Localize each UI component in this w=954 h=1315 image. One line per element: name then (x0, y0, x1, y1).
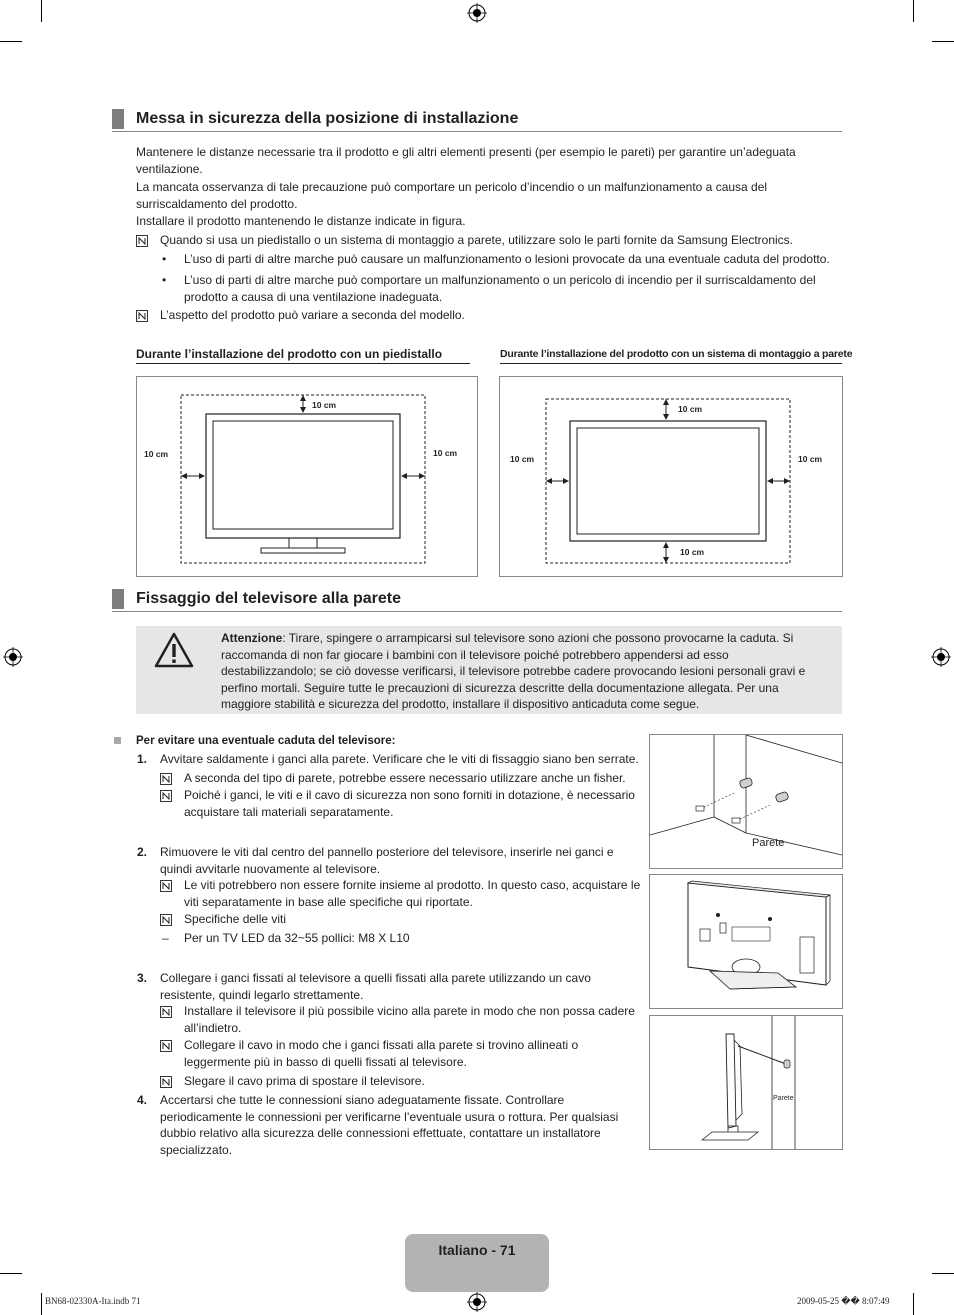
wall-clearance-diagram (499, 376, 843, 577)
note-icon (160, 790, 172, 802)
heading-bar (112, 109, 124, 129)
step-text: Accertarsi che tutte le connessioni siano adeguatamente fissate. Controllare periodicamente le connessioni per verificarne l’eventuale usura o rottura. Per qualsiasi dubbio relativo alla sicurezza delle connessioni effettuate, contattare un installatore specializzato. (160, 1093, 619, 1157)
registration-mark-icon (467, 3, 487, 23)
clearance-label-right: 10 cm (798, 454, 823, 464)
crop-mark (41, 1293, 42, 1315)
bullet-text: L’uso di parti di altre marche può causare un malfunzionamento o lesioni provocate da una eventuale caduta del prodotto. (184, 252, 830, 266)
page-number: Italiano - 71 (438, 1242, 516, 1258)
paragraph: Mantenere le distanze necessarie tra il prodotto e gli altri elementi presenti (per esempio le pareti) per garantire un’adeguata ventilazione. (136, 145, 796, 176)
step-text: Rimuovere le viti dal centro del pannello posteriore del televisore, inserirle nei ganci e quindi avvitarle nuovamente al televisore. (160, 845, 614, 876)
registration-mark-icon (931, 647, 951, 667)
warning-label: Attenzione (221, 631, 283, 645)
crop-mark (932, 41, 954, 42)
note-text: Specifiche delle viti (184, 912, 287, 926)
step-number: 4. (137, 1093, 148, 1107)
clearance-label-left: 10 cm (144, 449, 169, 459)
square-bullet (114, 737, 121, 744)
tv-side-figure (649, 1015, 843, 1150)
underline (136, 363, 470, 364)
subheading-stand: Durante l’installazione del prodotto con un piedistallo (136, 347, 443, 361)
clearance-label-bottom: 10 cm (680, 547, 705, 557)
file-info: BN68-02330A-Ita.indb 71 (45, 1296, 141, 1306)
warning-body: : Tirare, spingere o arrampicarsi sul televisore sono azioni che possono provocarne la caduta. Si raccomanda di non far giocare i bambini con il televisore poiché potrebbero appendersi ad esso destabilizzandolo; se ciò dovesse verificarsi, il televisore potrebbe cadere provocando lesioni personali gravi e perfino mortali. Seguire tutte le precauzioni di sicurezza descritte della documentazione allegata. Per una maggiore stabilità e sicurezza del prodotto, installare il dispositivo anticaduta come segue. (221, 631, 806, 711)
clearance-label-left: 10 cm (510, 454, 535, 464)
tv-back-figure (649, 874, 843, 1009)
paragraph: Installare il prodotto mantenendo le distanze indicate in figura. (136, 214, 466, 228)
note-text: Le viti potrebbero non essere fornite insieme al prodotto. In questo caso, acquistare le viti separatamente in base alle specifiche qui riportate. (184, 878, 641, 909)
print-date: 2009-05-25 �� 8:07:49 (797, 1296, 890, 1306)
note-text: Poiché i ganci, le viti e il cavo di sicurezza non sono forniti in dotazione, è necessario acquistare tali materiali separatamente. (184, 788, 635, 819)
step-text: Collegare i ganci fissati al televisore a quelli fissati alla parete utilizzando un cavo resistente, quindi legarlo strettamente. (160, 971, 591, 1002)
crop-mark (932, 1273, 954, 1274)
bullet-dot: • (162, 252, 167, 266)
note-icon (160, 1040, 172, 1052)
section-title: Messa in sicurezza della posizione di installazione (136, 110, 519, 127)
crop-mark (913, 1293, 914, 1315)
note-text: A seconda del tipo di parete, potrebbe essere necessario utilizzare anche un fisher. (184, 771, 626, 785)
stand-clearance-diagram (136, 376, 478, 577)
note-icon (160, 1076, 172, 1088)
note-icon (160, 880, 172, 892)
wall-label: Parete (752, 837, 785, 849)
underline (500, 363, 842, 364)
section-title: Fissaggio del televisore alla parete (136, 590, 401, 607)
note-icon (160, 914, 172, 926)
screw-spec: Per un TV LED da 32~55 pollici: M8 X L10 (184, 931, 410, 945)
note-text: Quando si usa un piedistallo o un sistema di montaggio a parete, utilizzare solo le parti fornite da Samsung Electronics. (160, 233, 794, 247)
clearance-label-right: 10 cm (433, 448, 458, 458)
step-number: 3. (137, 971, 148, 985)
note-icon (136, 310, 148, 322)
section-heading (112, 589, 842, 612)
section-heading (112, 109, 842, 132)
wall-hooks-figure (649, 734, 843, 869)
clearance-label-top: 10 cm (678, 404, 703, 414)
note-icon (160, 1006, 172, 1018)
note-icon (160, 773, 172, 785)
heading-bar (112, 589, 124, 609)
step-text: Avvitare saldamente i ganci alla parete. Verificare che le viti di fissaggio siano ben serrate. (160, 752, 639, 766)
crop-mark (0, 41, 22, 42)
warning-box (136, 626, 842, 714)
page-number-tab (405, 1234, 549, 1292)
registration-mark-icon (3, 647, 23, 667)
dash-marker: – (162, 931, 169, 945)
paragraph: La mancata osservanza di tale precauzione può comportare un pericolo d’incendio o un malfunzionamento a causa del surriscaldamento del prodotto. (136, 180, 768, 211)
side-wall-label: Parete (773, 1095, 794, 1102)
note-text: Installare il televisore il più possibile vicino alla parete in modo che non possa cadere all’indietro. (184, 1004, 635, 1035)
crop-mark (41, 0, 42, 22)
subheading-wall: Durante l’installazione del prodotto con un sistema di montaggio a parete (500, 348, 853, 360)
note-icon (136, 235, 148, 247)
step-number: 2. (137, 845, 148, 859)
crop-mark (0, 1273, 22, 1274)
note-text: Slegare il cavo prima di spostare il televisore. (184, 1074, 425, 1088)
bullet-dot: • (162, 273, 167, 287)
bullet-text: L’uso di parti di altre marche può comportare un malfunzionamento o un pericolo di incendio per il surriscaldamento del prodotto a causa di una ventilazione inadeguata. (184, 273, 816, 304)
prevention-heading: Per evitare una eventuale caduta del televisore: (136, 735, 396, 747)
note-text: L’aspetto del prodotto può variare a seconda del modello. (160, 308, 465, 322)
step-number: 1. (137, 752, 148, 766)
registration-mark-icon (467, 1292, 487, 1312)
crop-mark (913, 0, 914, 22)
warning-text (221, 630, 816, 713)
note-text: Collegare il cavo in modo che i ganci fissati alla parete si trovino allineati o leggermente più in basso di quelli fissati al televisore. (184, 1038, 579, 1069)
warning-triangle-icon (154, 632, 194, 668)
clearance-label-top: 10 cm (312, 400, 337, 410)
